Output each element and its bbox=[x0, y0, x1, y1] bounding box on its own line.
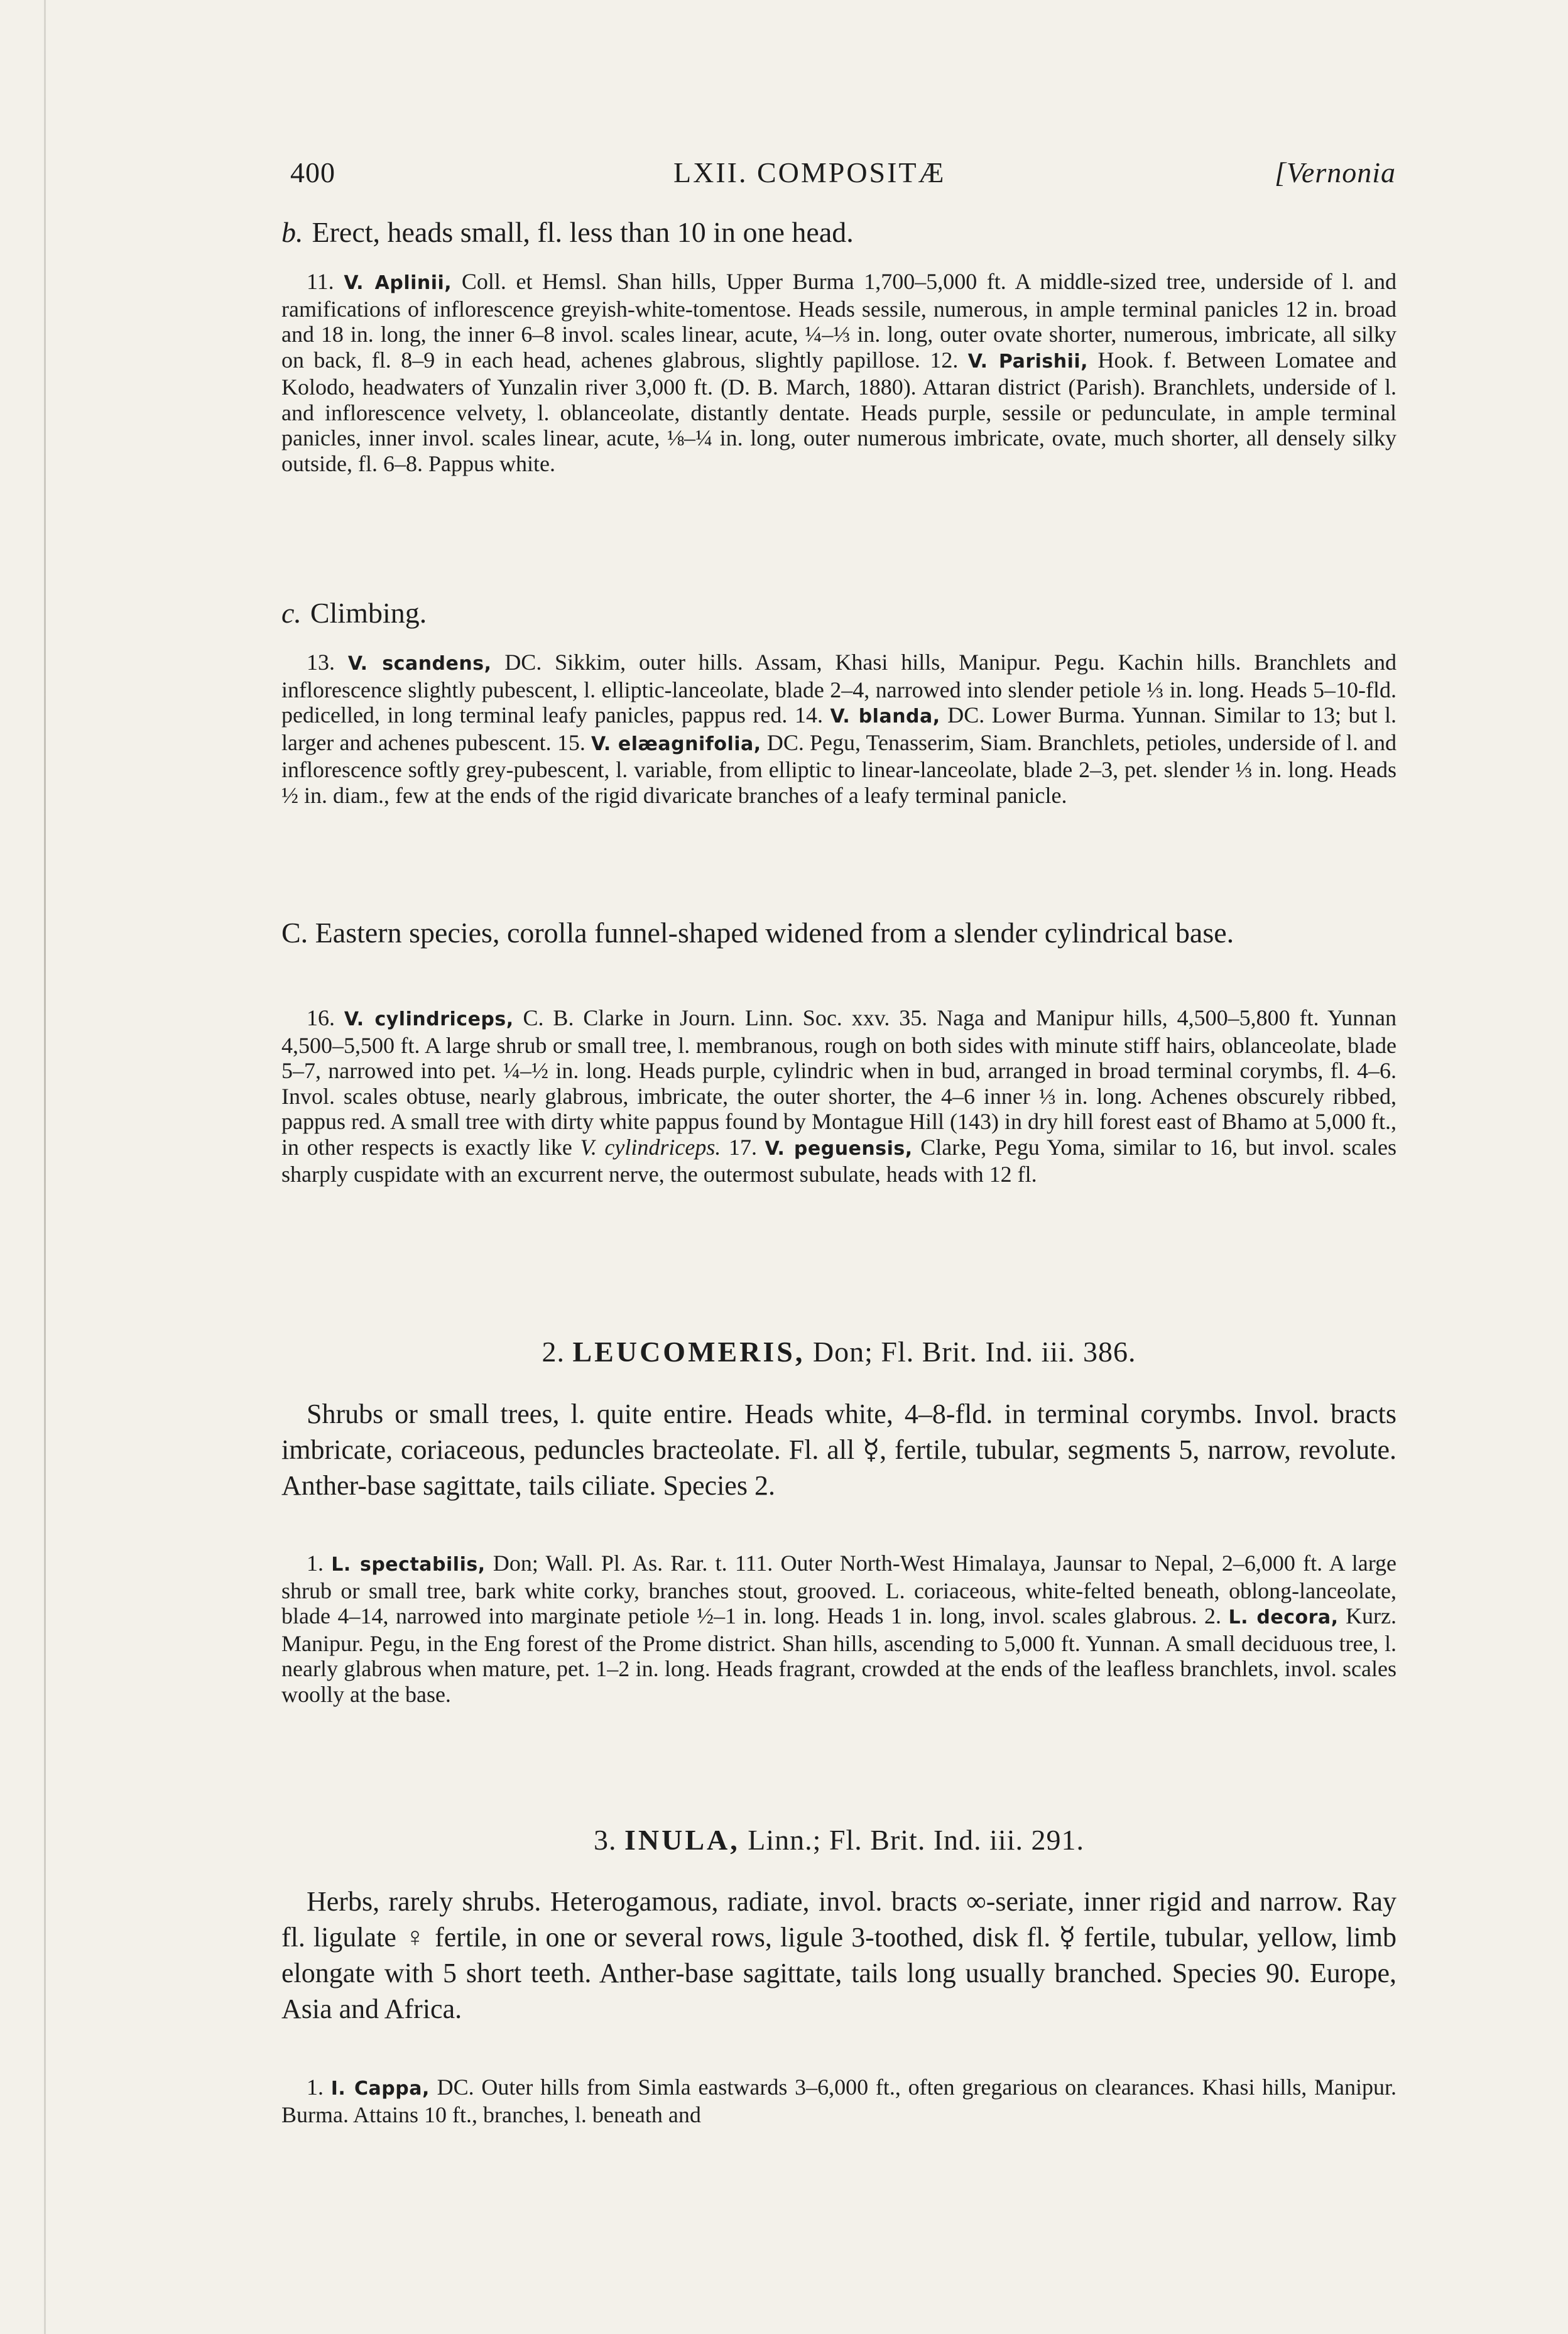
section-b-entries bbox=[281, 269, 1396, 476]
species-name: V. blanda, bbox=[830, 706, 940, 728]
running-title: LXII. COMPOSITÆ bbox=[673, 156, 946, 188]
species-name: L. decora, bbox=[1228, 1606, 1339, 1628]
section-C-entries bbox=[281, 1005, 1396, 1187]
leucomeris-description: Shrubs or small trees, l. quite entire. Heads white, 4–8-fld. in terminal corymbs. Invol. bracts imbricate, coriaceous, peduncles bracteolate. Fl. all ☿, fertile, tubular, segments 5, narrow, revolute. Anther-base sagittate, tails ciliate. Species 2. bbox=[281, 1399, 1396, 1501]
running-genus: [Vernonia bbox=[1275, 156, 1396, 188]
inula-description: Herbs, rarely shrubs. Heterogamous, radiate, invol. bracts ∞-seriate, inner rigid and narrow. Ray fl. ligulate ♀ fertile, in one or several rows, ligule 3-toothed, disk fl. ☿ fertile, tubular, yellow, limb elongate with 5 short teeth. Anther-base sagittate, tails long usually branched. Species 90. Europe, Asia and Africa. bbox=[281, 1886, 1396, 2024]
page-edge bbox=[44, 0, 46, 2334]
species-name: V. cylindriceps, bbox=[344, 1008, 514, 1030]
species-entry-inula: 1. I. Cappa, DC. Outer hills from Simla eastwards 3–6,000 ft., often gregarious on clearances. Khasi hills, Manipur. Burma. Attains 10 ft., branches, l. beneath and bbox=[281, 2075, 1397, 2127]
section-C-heading: C. Eastern species, corolla funnel-shaped widened from a slender cylindrical base. bbox=[281, 917, 1234, 949]
species-name: V. peguensis, bbox=[765, 1137, 913, 1160]
species-name: V. Aplinii, bbox=[344, 272, 452, 294]
page-number: 400 bbox=[290, 156, 335, 188]
species-name: V. Parishii, bbox=[967, 350, 1089, 373]
running-head bbox=[290, 156, 1396, 200]
species-name: I. Cappa, bbox=[330, 2078, 430, 2100]
species-name: V. scandens, bbox=[347, 653, 492, 675]
species-entry-leucomeris: 1. L. spectabilis, Don; Wall. Pl. As. Rar. t. 111. Outer North-West Himalaya, Jaunsar to Nepal, 2–6,000 ft. A large shrub or small tree, bark white corky, branches stout, grooved. L. coriaceous, white-felted beneath, oblong-lanceolate, blade 4–14, narrowed into marginate petiole ½–1 in. long. Heads 1 in. long, invol. scales glabrous. 2. L. decora, Kurz. Manipur. Pegu, in the Eng forest of the Prome district. Shan hills, ascending to 5,000 ft. Yunnan. A small deciduous tree, l. nearly glabrous when mature, pet. 1–2 in. long. Heads fragrant, crowded at the ends of the leafless branchlets, invol. scales woolly at the base. bbox=[281, 1551, 1397, 1707]
genus-heading-inula: 3. INULA, Linn.; Fl. Brit. Ind. iii. 291. bbox=[594, 1824, 1084, 1856]
genus-heading-leucomeris: 2. LEUCOMERIS, Don; Fl. Brit. Ind. iii. 386. bbox=[542, 1336, 1136, 1368]
species-name: L. spectabilis, bbox=[331, 1554, 486, 1576]
inula-entries bbox=[281, 2075, 1396, 2127]
section-c-heading: c. Climbing. bbox=[281, 597, 427, 629]
leucomeris-entries bbox=[281, 1551, 1396, 1707]
species-entry-13-15: 13. V. scandens, DC. Sikkim, outer hills. Assam, Khasi hills, Manipur. Pegu. Kachin hills. Branchlets and inflorescence slightly pubescent, l. elliptic-lanceolate, blade 2–4, narrowed into slender petiole ⅓ in. long. Heads 5–10-fld. pedicelled, in long terminal leafy panicles, pappus red. 14. V. blanda, DC. Lower Burma. Yunnan. Similar to 13; but l. larger and achenes pubescent. 15. V. elæagnifolia, DC. Pegu, Tenasserim, Siam. Branchlets, petioles, underside of l. and inflorescence softly grey-pubescent, l. variable, from elliptic to linear-lanceolate, blade 2–3, pet. slender ⅓ in. long. Heads ½ in. diam., few at the ends of the rigid divaricate branches of a leafy terminal panicle. bbox=[281, 650, 1397, 808]
section-b-heading: b. Erect, heads small, fl. less than 10 in one head. bbox=[281, 216, 854, 248]
section-c bbox=[281, 594, 1396, 632]
section-b bbox=[281, 214, 1396, 251]
species-name: V. elæagnifolia, bbox=[591, 733, 761, 755]
species-entry-16-17: 16. V. cylindriceps, C. B. Clarke in Journ. Linn. Soc. xxv. 35. Naga and Manipur hills, 4,500–5,800 ft. Yunnan 4,500–5,500 ft. A large shrub or small tree, l. membranous, rough on both sides with minute stiff hairs, oblanceolate, blade 5–7, narrowed into pet. ¼–½ in. long. Heads purple, cylindric when in bud, arranged in broad terminal corymbs, fl. 4–6. Invol. scales obtuse, nearly glabrous, imbricate, the outer shorter, the 4–6 inner ⅓ in. long. Achenes obscurely ribbed, pappus red. A small tree with dirty white pappus found by Montague Hill (143) in dry hill forest east of Bhamo at 5,000 ft., in other respects is exactly like V. cylindriceps. 17. V. peguensis, Clarke, Pegu Yoma, similar to 16, but invol. scales sharply cuspidate with an excurrent nerve, the outermost subulate, heads with 12 fl. bbox=[281, 1005, 1397, 1187]
section-C bbox=[281, 914, 1396, 952]
species-entry-11-12: 11. V. Aplinii, Coll. et Hemsl. Shan hills, Upper Burma 1,700–5,000 ft. A middle-sized tree, underside of l. and ramifications of inflorescence greyish-white-tomentose. Heads sessile, numerous, in ample terminal panicles 12 in. broad and 18 in. long, the inner 6–8 invol. scales linear, acute, ¼–⅓ in. long, outer ovate shorter, numerous, imbricate, all silky on back, fl. 8–9 in each head, achenes glabrous, slightly papillose. 12. V. Parishii, Hook. f. Between Lomatee and Kolodo, headwaters of Yunzalin river 3,000 ft. (D. B. March, 1880). Attaran district (Parish). Branchlets, underside of l. and inflorescence velvety, l. oblanceolate, distantly dentate. Heads purple, sessile or pedunculate, in ample terminal panicles, inner invol. scales linear, acute, ⅛–¼ in. long, outer numerous imbricate, ovate, much shorter, all densely silky outside, fl. 6–8. Pappus white. bbox=[281, 269, 1397, 476]
section-c-entries bbox=[281, 650, 1396, 808]
